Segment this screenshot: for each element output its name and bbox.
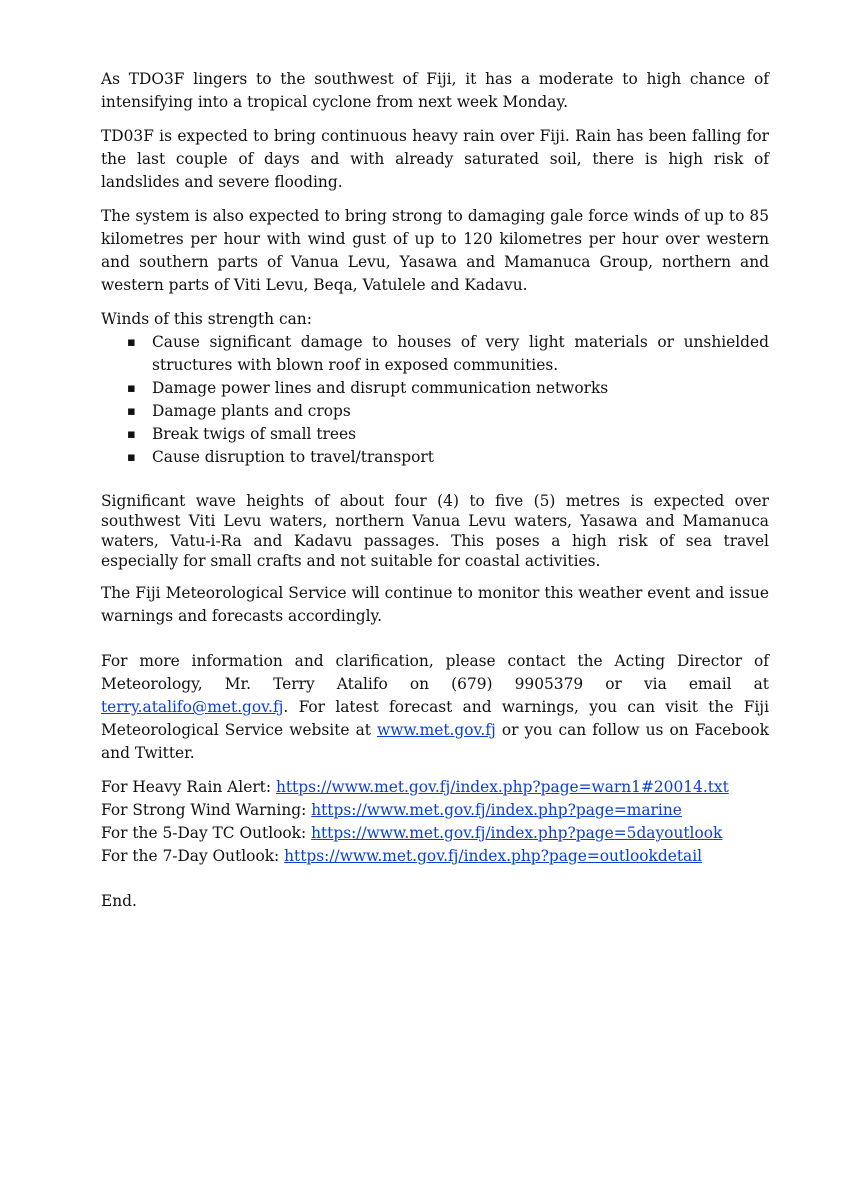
paragraph-gale-winds: The system is also expected to bring strong to damaging gale force winds of up to 85 kilometres per hour with wind gust of up to 120 kilometres per hour over western and southern parts of Vanua Levu, Yasawa and Mamanuca Group, northern and western parts of Viti Levu, Beqa, Vatulele and Kadavu.	[101, 207, 769, 294]
link-label: For Strong Wind Warning:	[101, 801, 312, 819]
tc-outlook-link[interactable]: https://www.met.gov.fj/index.php?page=5dayoutlook	[311, 824, 723, 842]
document-page	[101, 68, 769, 913]
winds-intro: Winds of this strength can:	[101, 310, 312, 328]
wind-impacts-list	[101, 331, 769, 469]
contact-text-2: . For latest forecast and warnings, you can visit the Fiji Meteorological Service website at	[101, 698, 769, 739]
email-link[interactable]: terry.atalifo@met.gov.fj	[101, 698, 284, 716]
heavy-rain-alert-link[interactable]: https://www.met.gov.fj/index.php?page=warn1#20014.txt	[275, 778, 729, 796]
link-row-strong-wind	[101, 799, 769, 822]
seven-day-outlook-link[interactable]: https://www.met.gov.fj/index.php?page=outlookdetail	[284, 847, 703, 865]
link-label: For the 5-Day TC Outlook:	[101, 824, 312, 842]
link-row-7day	[101, 845, 769, 868]
links-list	[101, 776, 769, 868]
list-item: ▪ Cause significant damage to houses of very light materials or unshielded structures with blown roof in exposed communities.	[152, 331, 769, 377]
link-row-heavy-rain	[101, 776, 769, 799]
paragraph-monitoring: The Fiji Meteorological Service will continue to monitor this weather event and issue warnings and forecasts accordingly.	[101, 584, 769, 625]
list-item: ▪ Damage power lines and disrupt communication networks	[152, 377, 769, 400]
contact-text-3: or you can follow us on Facebook and Twitter.	[101, 721, 770, 762]
list-item: ▪ Cause disruption to travel/transport	[152, 446, 769, 469]
link-label: For Heavy Rain Alert:	[101, 778, 276, 796]
end-marker: End.	[101, 892, 137, 910]
strong-wind-warning-link[interactable]: https://www.met.gov.fj/index.php?page=marine	[311, 801, 682, 819]
list-item: ▪ Break twigs of small trees	[152, 423, 769, 446]
paragraph-wave-heights: Significant wave heights of about four (4) to five (5) metres is expected over southwest Viti Levu waters, northern Vanua Levu waters, Yasawa and Mamanuca waters, Vatu-i-Ra and Kadavu passages. This poses a high risk of sea travel especially for small crafts and not suitable for coastal activities.	[101, 492, 769, 570]
link-row-5day-tc	[101, 822, 769, 845]
list-item: ▪ Damage plants and crops	[152, 400, 769, 423]
contact-text-1: For more information and clarification, please contact the Acting Director of Meteorology, Mr. Terry Atalifo on (679) 9905379 or via email at	[101, 652, 769, 693]
paragraph-intensification: As TDO3F lingers to the southwest of Fiji, it has a moderate to high chance of intensifying into a tropical cyclone from next week Monday.	[101, 70, 769, 111]
website-link[interactable]: www.met.gov.fj	[377, 721, 496, 739]
paragraph-contact	[101, 650, 769, 765]
link-label: For the 7-Day Outlook:	[101, 847, 285, 865]
paragraph-heavy-rain: TD03F is expected to bring continuous heavy rain over Fiji. Rain has been falling for the last couple of days and with already saturated soil, there is high risk of landslides and severe flooding.	[101, 127, 769, 191]
